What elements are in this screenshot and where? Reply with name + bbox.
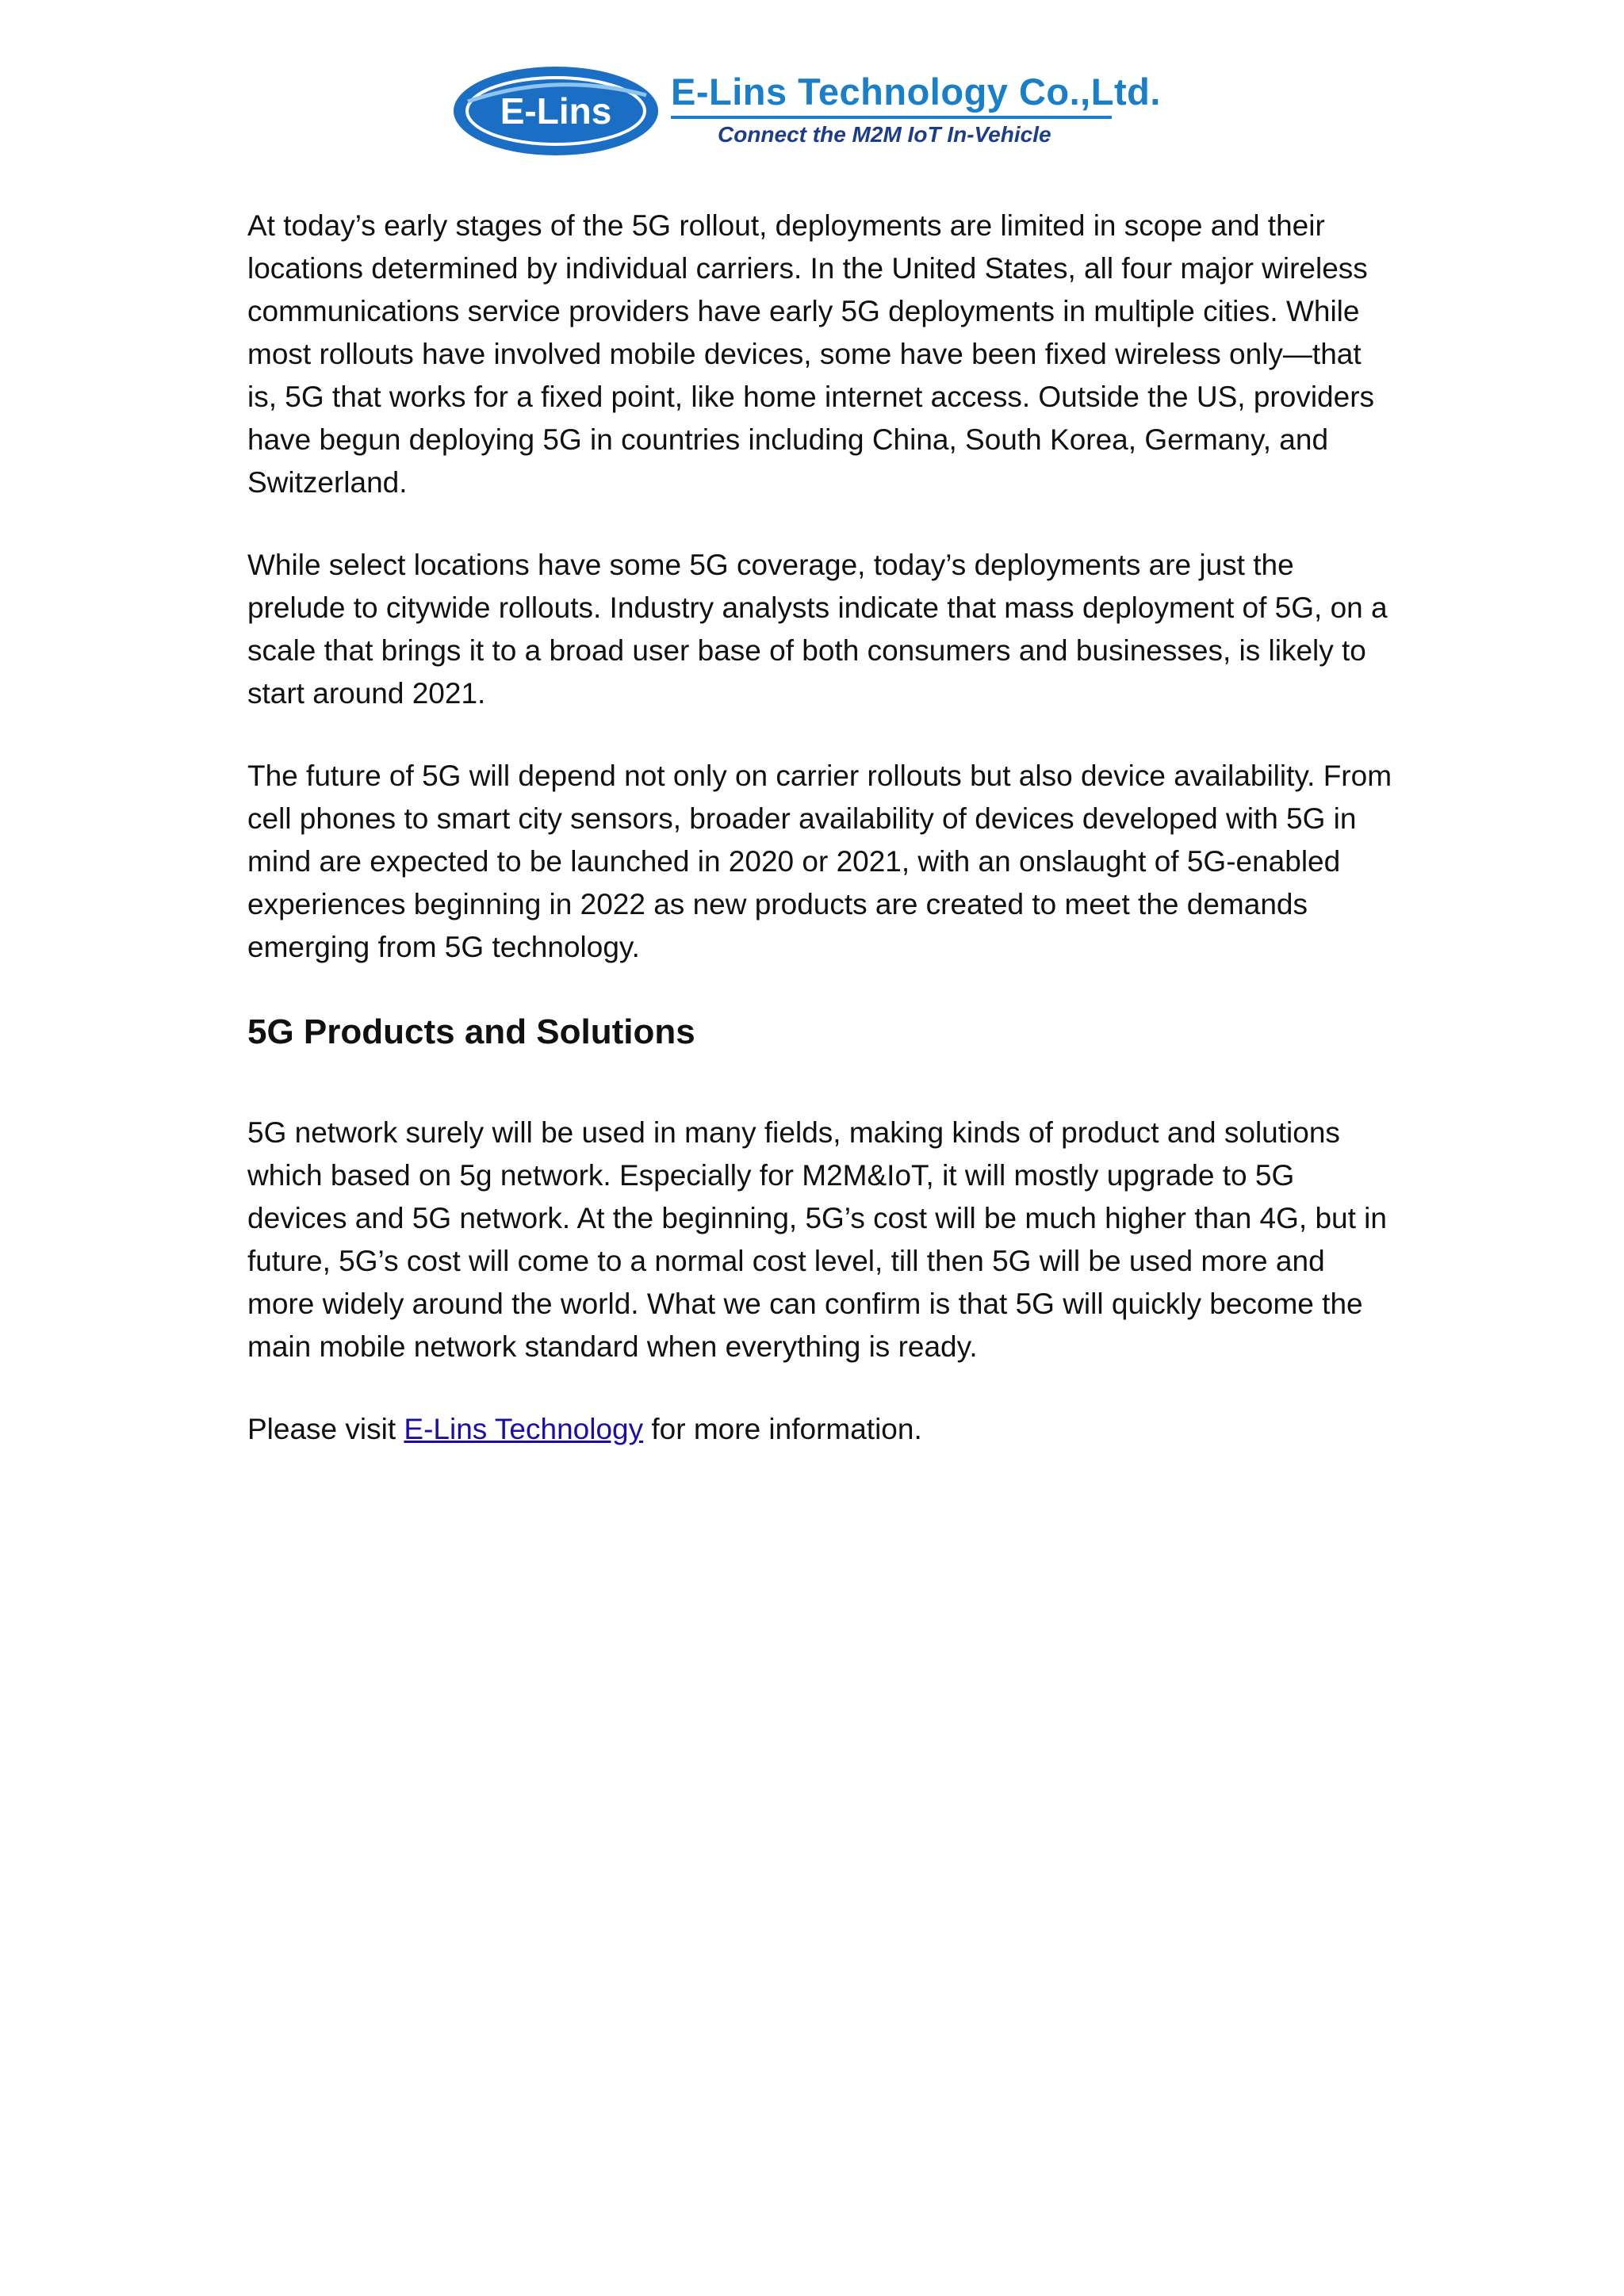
company-name: E-Lins Technology Co.,Ltd. [671, 71, 1161, 113]
section-heading: 5G Products and Solutions [247, 1012, 695, 1051]
company-tagline: Connect the M2M IoT In-Vehicle [718, 122, 1051, 147]
closing-line [247, 1408, 1397, 1451]
closing-suffix: for more information. [643, 1413, 922, 1445]
logo-text: E-Lins [500, 90, 612, 132]
header-divider [671, 116, 1112, 119]
article-body [247, 205, 1397, 1490]
paragraph-future: The future of 5G will depend not only on carrier rollouts but also device availability. From cell phones to smart city sensors, broader availability of devices developed with 5G in mind are expected to be launched in 2020 or 2021, with an onslaught of 5G-enabled experiences beginning in 2022 as new products are created to meet the demands emerging from 5G technology. [247, 760, 1392, 963]
paragraph-products: 5G network surely will be used in many fields, making kinds of product and solutions which based on 5g network. Especially for M2M&IoT, it will mostly upgrade to 5G devices and 5G network. At the beginning, 5G’s cost will be much higher than 4G, but in future, 5G’s cost will come to a normal cost level, till then 5G will be used more and more widely around the world. What we can confirm is that 5G will quickly become the main mobile network standard when everything is ready. [247, 1116, 1387, 1363]
closing-prefix: Please visit [247, 1413, 404, 1445]
paragraph-coverage: While select locations have some 5G coverage, today’s deployments are just the prelude to citywide rollouts. Industry analysts indicate that mass deployment of 5G, on a scale that brings it to a broad user base of both consumers and businesses, is likely to start around 2021. [247, 549, 1388, 710]
page-header [452, 63, 1161, 166]
e-lins-technology-link[interactable]: E-Lins Technology [404, 1413, 644, 1445]
paragraph-rollout: At today’s early stages of the 5G rollout, deployments are limited in scope and their locations determined by individual carriers. In the United States, all four major wireless communications service providers have early 5G deployments in multiple cities. While most rollouts have involved mobile devices, some have been fixed wireless only—that is, 5G that works for a fixed point, like home internet access. Outside the US, providers have begun deploying 5G in countries including China, South Korea, Germany, and Switzerland. [247, 209, 1375, 499]
e-lins-logo [452, 63, 660, 159]
